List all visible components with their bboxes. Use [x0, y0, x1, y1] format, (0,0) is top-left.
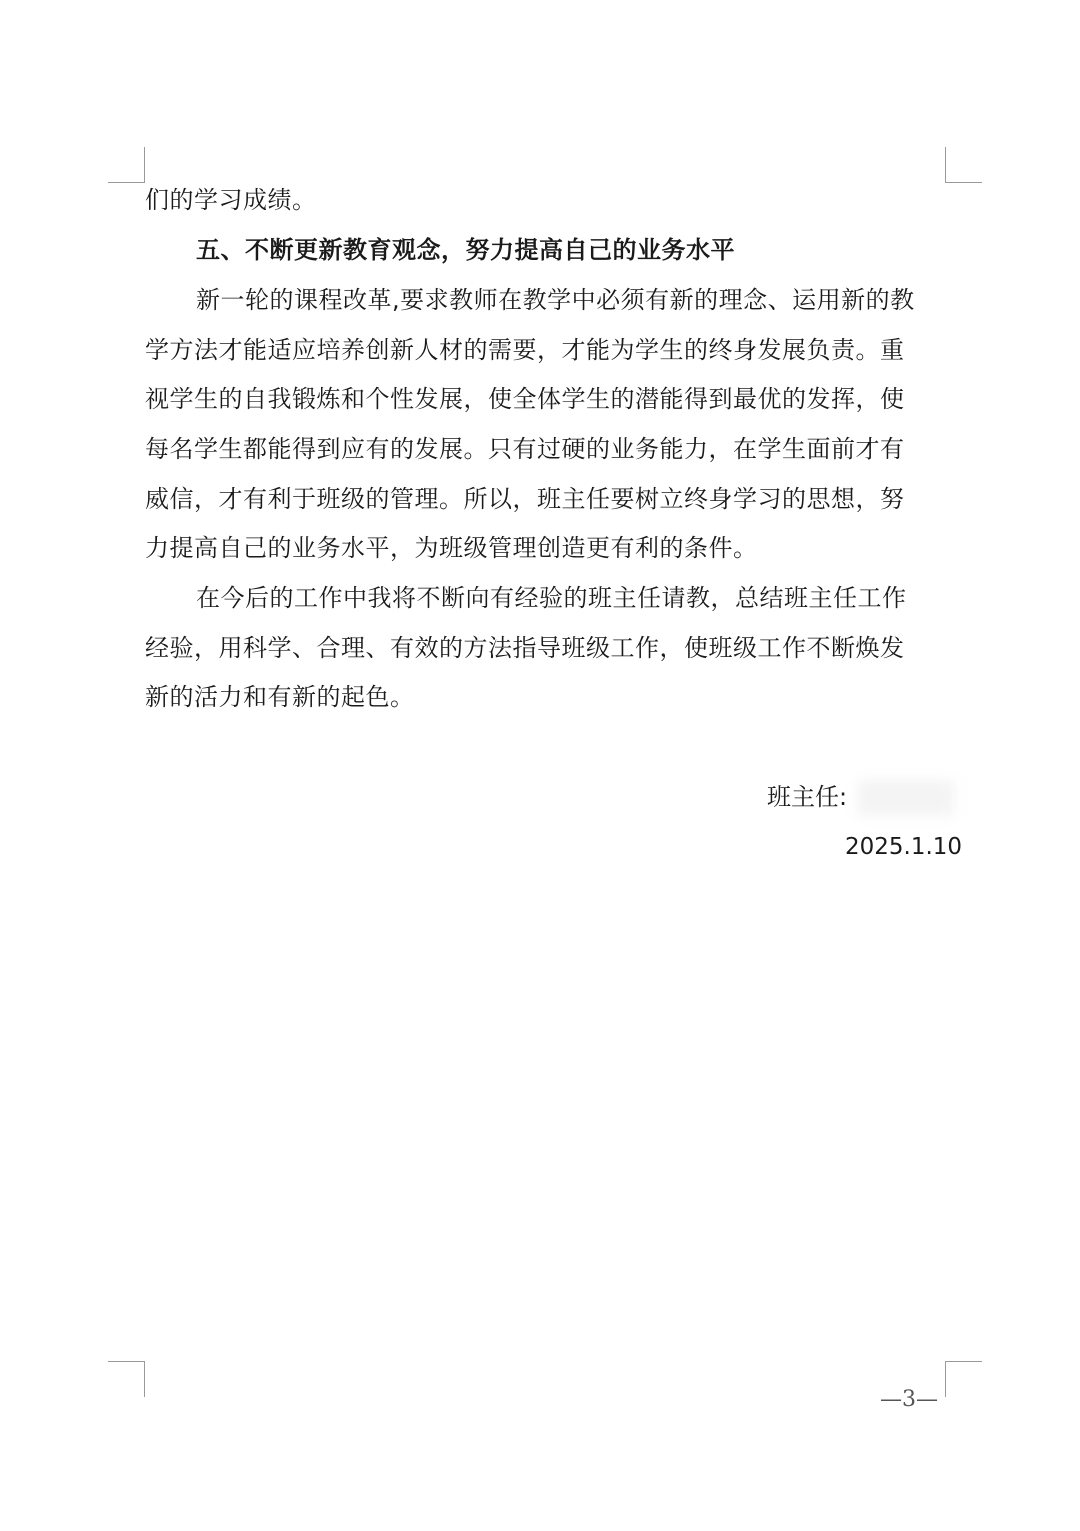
crop-mark-bottom-right-vertical	[945, 1361, 946, 1397]
body-line: 们的学习成绩。	[145, 186, 317, 214]
body-line: 力提高自己的业务水平，为班级管理创造更有利的条件。	[145, 534, 758, 562]
crop-mark-top-left-horizontal	[108, 182, 144, 183]
body-line: 学方法才能适应培养创新人材的需要，才能为学生的终身发展负责。重	[145, 336, 905, 364]
crop-mark-top-right-vertical	[945, 147, 946, 183]
body-line: 经验，用科学、合理、有效的方法指导班级工作，使班级工作不断焕发	[145, 634, 905, 662]
body-line: 每名学生都能得到应有的发展。只有过硬的业务能力，在学生面前才有	[145, 435, 905, 463]
section-heading: 五、不断更新教育观念，努力提高自己的业务水平	[196, 236, 735, 264]
crop-mark-top-right-horizontal	[946, 182, 982, 183]
signature-label: 班主任:	[767, 783, 848, 811]
body-line: 视学生的自我锻炼和个性发展，使全体学生的潜能得到最优的发挥，使	[145, 385, 905, 413]
body-line: 威信，才有利于班级的管理。所以，班主任要树立终身学习的思想，努	[145, 485, 905, 513]
page-number: —3—	[880, 1387, 938, 1412]
redacted-signature	[858, 780, 954, 816]
body-line: 在今后的工作中我将不断向有经验的班主任请教，总结班主任工作	[196, 584, 907, 612]
crop-mark-bottom-left-vertical	[144, 1361, 145, 1397]
crop-mark-bottom-right-horizontal	[946, 1361, 982, 1362]
body-line: 新的活力和有新的起色。	[145, 683, 415, 711]
body-line: 新一轮的课程改革,要求教师在教学中必须有新的理念、运用新的教	[196, 286, 915, 314]
crop-mark-bottom-left-horizontal	[108, 1361, 144, 1362]
crop-mark-top-left-vertical	[144, 147, 145, 183]
signature-date: 2025.1.10	[845, 834, 963, 860]
